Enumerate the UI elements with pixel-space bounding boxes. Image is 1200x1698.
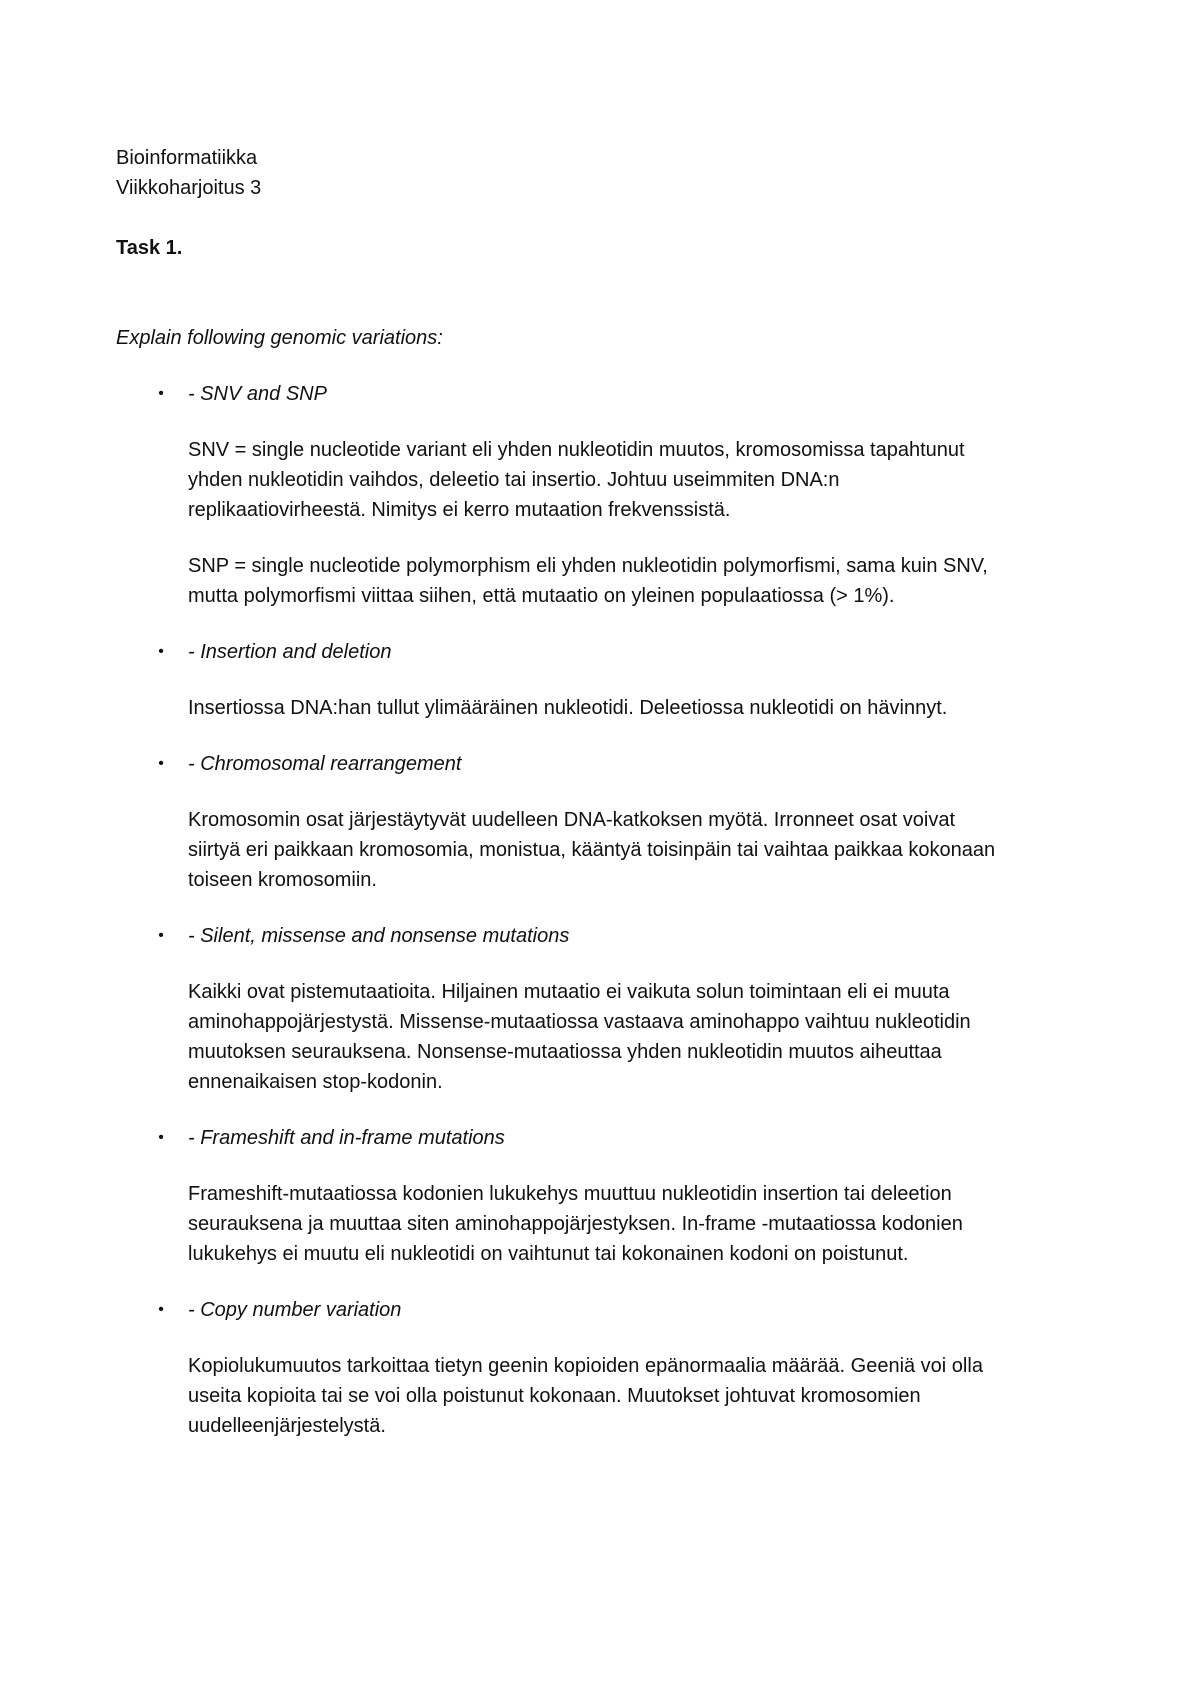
course-title: Bioinformatiikka [116, 147, 258, 169]
paragraph-line: useita kopioita tai se voi olla poistunut kokonaan. Muutokset johtuvat kromosomien [188, 1385, 921, 1407]
list-item [116, 749, 1096, 895]
item-heading: - Chromosomal rearrangement [188, 753, 462, 775]
bullet-icon: • [158, 927, 164, 944]
paragraph-line: aminohappojärjestystä. Missense-mutaatiossa vastaava aminohappo vaihtuu nukleotidin [188, 1011, 971, 1033]
item-paragraph [188, 551, 1096, 611]
item-paragraph [188, 693, 1096, 723]
paragraph-line: Kromosomin osat järjestäytyvät uudelleen DNA-katkoksen myötä. Irronneet osat voivat [188, 809, 956, 831]
bullet-icon: • [158, 1129, 164, 1146]
paragraph-line: toiseen kromosomiin. [188, 869, 377, 891]
paragraph-line: SNV = single nucleotide variant eli yhden nukleotidin muutos, kromosomissa tapahtunut [188, 439, 965, 461]
paragraph-line: uudelleenjärjestelystä. [188, 1415, 386, 1437]
paragraph-line: Kaikki ovat pistemutaatioita. Hiljainen mutaatio ei vaikuta solun toimintaan eli ei muuta [188, 981, 950, 1003]
list-item [116, 1295, 1096, 1441]
document-page [116, 143, 1096, 1467]
paragraph-line: Frameshift-mutaatiossa kodonien lukukehys muuttuu nukleotidin insertion tai deleetion [188, 1183, 952, 1205]
item-heading: - SNV and SNP [188, 383, 327, 405]
list-item [116, 1123, 1096, 1269]
bullet-icon: • [158, 1301, 164, 1318]
list-item [116, 637, 1096, 723]
paragraph-line: yhden nukleotidin vaihdos, deleetio tai insertio. Johtuu useimmiten DNA:n [188, 469, 840, 491]
item-heading: - Frameshift and in-frame mutations [188, 1127, 505, 1149]
paragraph-line: seurauksena ja muuttaa siten aminohappojärjestyksen. In-frame -mutaatiossa kodonien [188, 1213, 963, 1235]
list-item [116, 921, 1096, 1097]
document-header [116, 143, 1096, 203]
bullet-icon: • [158, 643, 164, 660]
variation-list [116, 379, 1096, 1441]
item-heading: - Silent, missense and nonsense mutations [188, 925, 570, 947]
item-paragraph [188, 1351, 1096, 1441]
paragraph-line: mutta polymorfismi viittaa siihen, että mutaatio on yleinen populaatiossa (> 1%). [188, 585, 895, 607]
paragraph-line: Insertiossa DNA:han tullut ylimääräinen nukleotidi. Deleetiossa nukleotidi on hävinnyt. [188, 697, 948, 719]
paragraph-line: replikaatiovirheestä. Nimitys ei kerro mutaation frekvenssistä. [188, 499, 731, 521]
item-paragraph [188, 805, 1096, 895]
assignment-title: Viikkoharjoitus 3 [116, 177, 262, 199]
paragraph-line: SNP = single nucleotide polymorphism eli yhden nukleotidin polymorfismi, sama kuin SNV, [188, 555, 988, 577]
item-paragraph [188, 1179, 1096, 1269]
bullet-icon: • [158, 755, 164, 772]
paragraph-line: Kopiolukumuutos tarkoittaa tietyn geenin kopioiden epänormaalia määrää. Geeniä voi olla [188, 1355, 983, 1377]
paragraph-line: siirtyä eri paikkaan kromosomia, monistua, kääntyä toisinpäin tai vaihtaa paikkaa kokonaan [188, 839, 996, 861]
paragraph-line: lukukehys ei muutu eli nukleotidi on vaihtunut tai kokonainen kodoni on poistunut. [188, 1243, 909, 1265]
task-intro: Explain following genomic variations: [116, 327, 443, 349]
task-title: Task 1. [116, 237, 183, 259]
list-item [116, 379, 1096, 611]
item-paragraph [188, 435, 1096, 525]
paragraph-line: muutoksen seurauksena. Nonsense-mutaatiossa yhden nukleotidin muutos aiheuttaa [188, 1041, 942, 1063]
item-heading: - Copy number variation [188, 1299, 402, 1321]
item-paragraph [188, 977, 1096, 1097]
bullet-icon: • [158, 385, 164, 402]
paragraph-line: ennenaikaisen stop-kodonin. [188, 1071, 443, 1093]
item-heading: - Insertion and deletion [188, 641, 392, 663]
